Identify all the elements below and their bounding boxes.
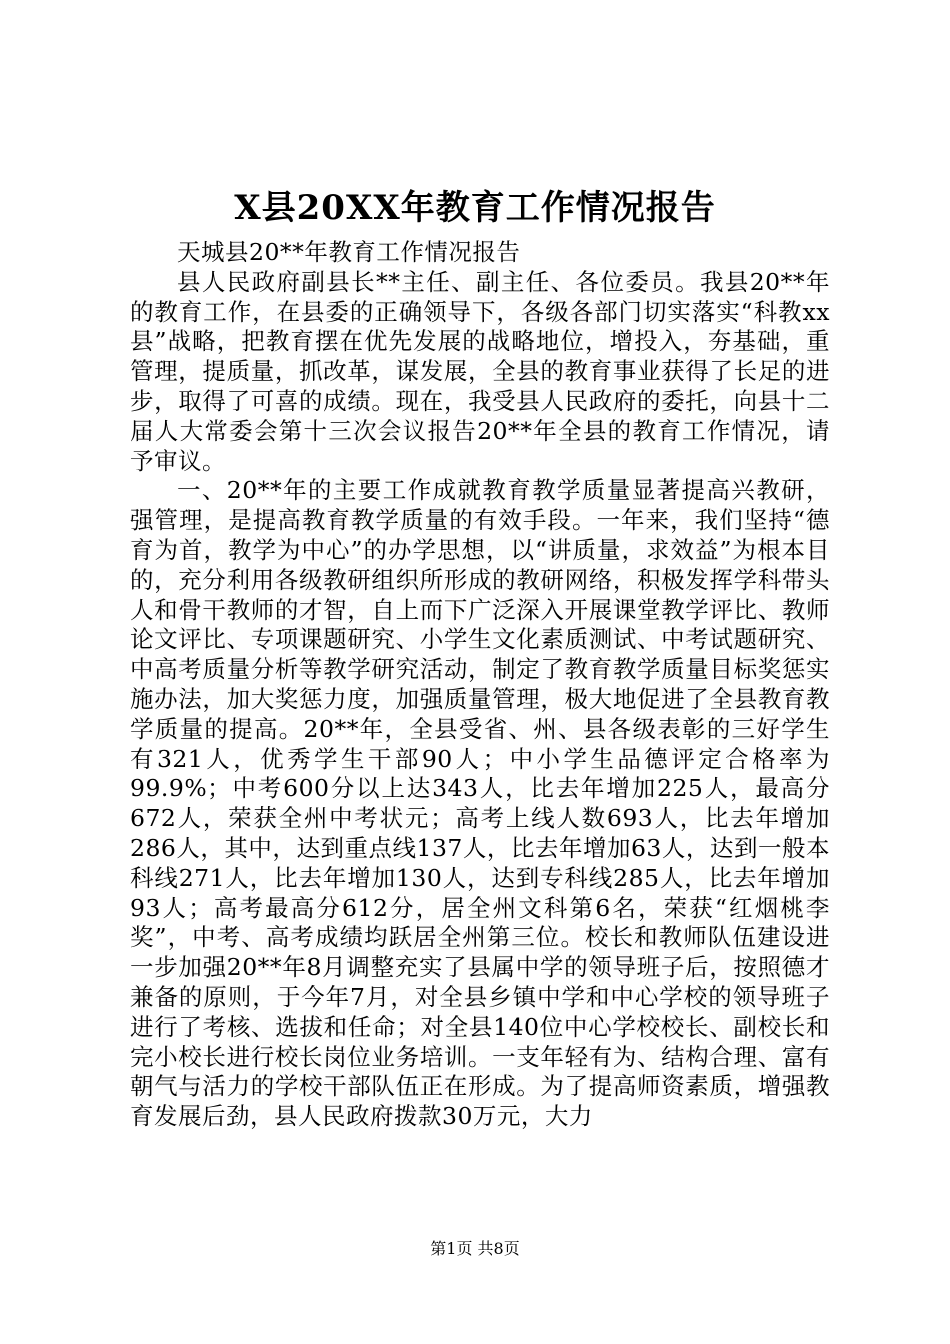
body-paragraph: 县人民政府副县长**主任、副主任、各位委员。我县20**年的教育工作，在县委的正确领导下，各级各部门切实落实“科教xx县”战略，把教育摆在优先发展的战略地位，增投入，夯基础，重管理，提质量，抓改革，谋发展，全县的教育事业获得了长足的进步，取得了可喜的成绩。现在，我受县人民政府的委托，向县十二届人大常委会第十三次会议报告20**年全县的教育工作情况，请予审议。 (130, 267, 830, 475)
subtitle-paragraph: 天城县20**年教育工作情况报告 (177, 238, 521, 266)
document-title: X县20XX年教育工作情况报告 (234, 188, 716, 228)
page-number: 第1页 共8页 (430, 1239, 520, 1258)
document-body (130, 238, 830, 1132)
body-paragraph: 一、20**年的主要工作成就教育教学质量显著提高兴教研，强管理，是提高教育教学质量的有效手段。一年来，我们坚持“德育为首，教学为中心”的办学思想，以“讲质量，求效益”为根本目的，充分利用各级教研组织所形成的教研网络，积极发挥学科带头人和骨干教师的才智，自上而下广泛深入开展课堂教学评比、教师论文评比、专项课题研究、小学生文化素质测试、中考试题研究、中高考质量分析等教学研究活动，制定了教育教学质量目标奖惩实施办法，加大奖惩力度，加强质量管理，极大地促进了全县教育教学质量的提高。20**年，全县受省、州、县各级表彰的三好学生有321人，优秀学生干部90人；中小学生品德评定合格率为99.9%；中考600分以上达343人，比去年增加225人，最高分672人，荣获全州中考状元；高考上线人数693人，比去年增加286人，其中，达到重点线137人，比去年增加63人，达到一般本科线271人，比去年增加130人，达到专科线285人，比去年增加93人；高考最高分612分，居全州文科第6名，荣获“红烟桃李奖”，中考、高考成绩均跃居全州第三位。校长和教师队伍建设进一步加强20**年8月调整充实了县属中学的领导班子后，按照德才兼备的原则，于今年7月，对全县乡镇中学和中心学校的领导班子进行了考核、选拔和任命；对全县140位中心学校校长、副校长和完小校长进行校长岗位业务培训。一支年轻有为、结构合理、富有朝气与活力的学校干部队伍正在形成。为了提高师资素质，增强教育发展后劲，县人民政府拨款30万元，大力 (130, 476, 830, 1131)
